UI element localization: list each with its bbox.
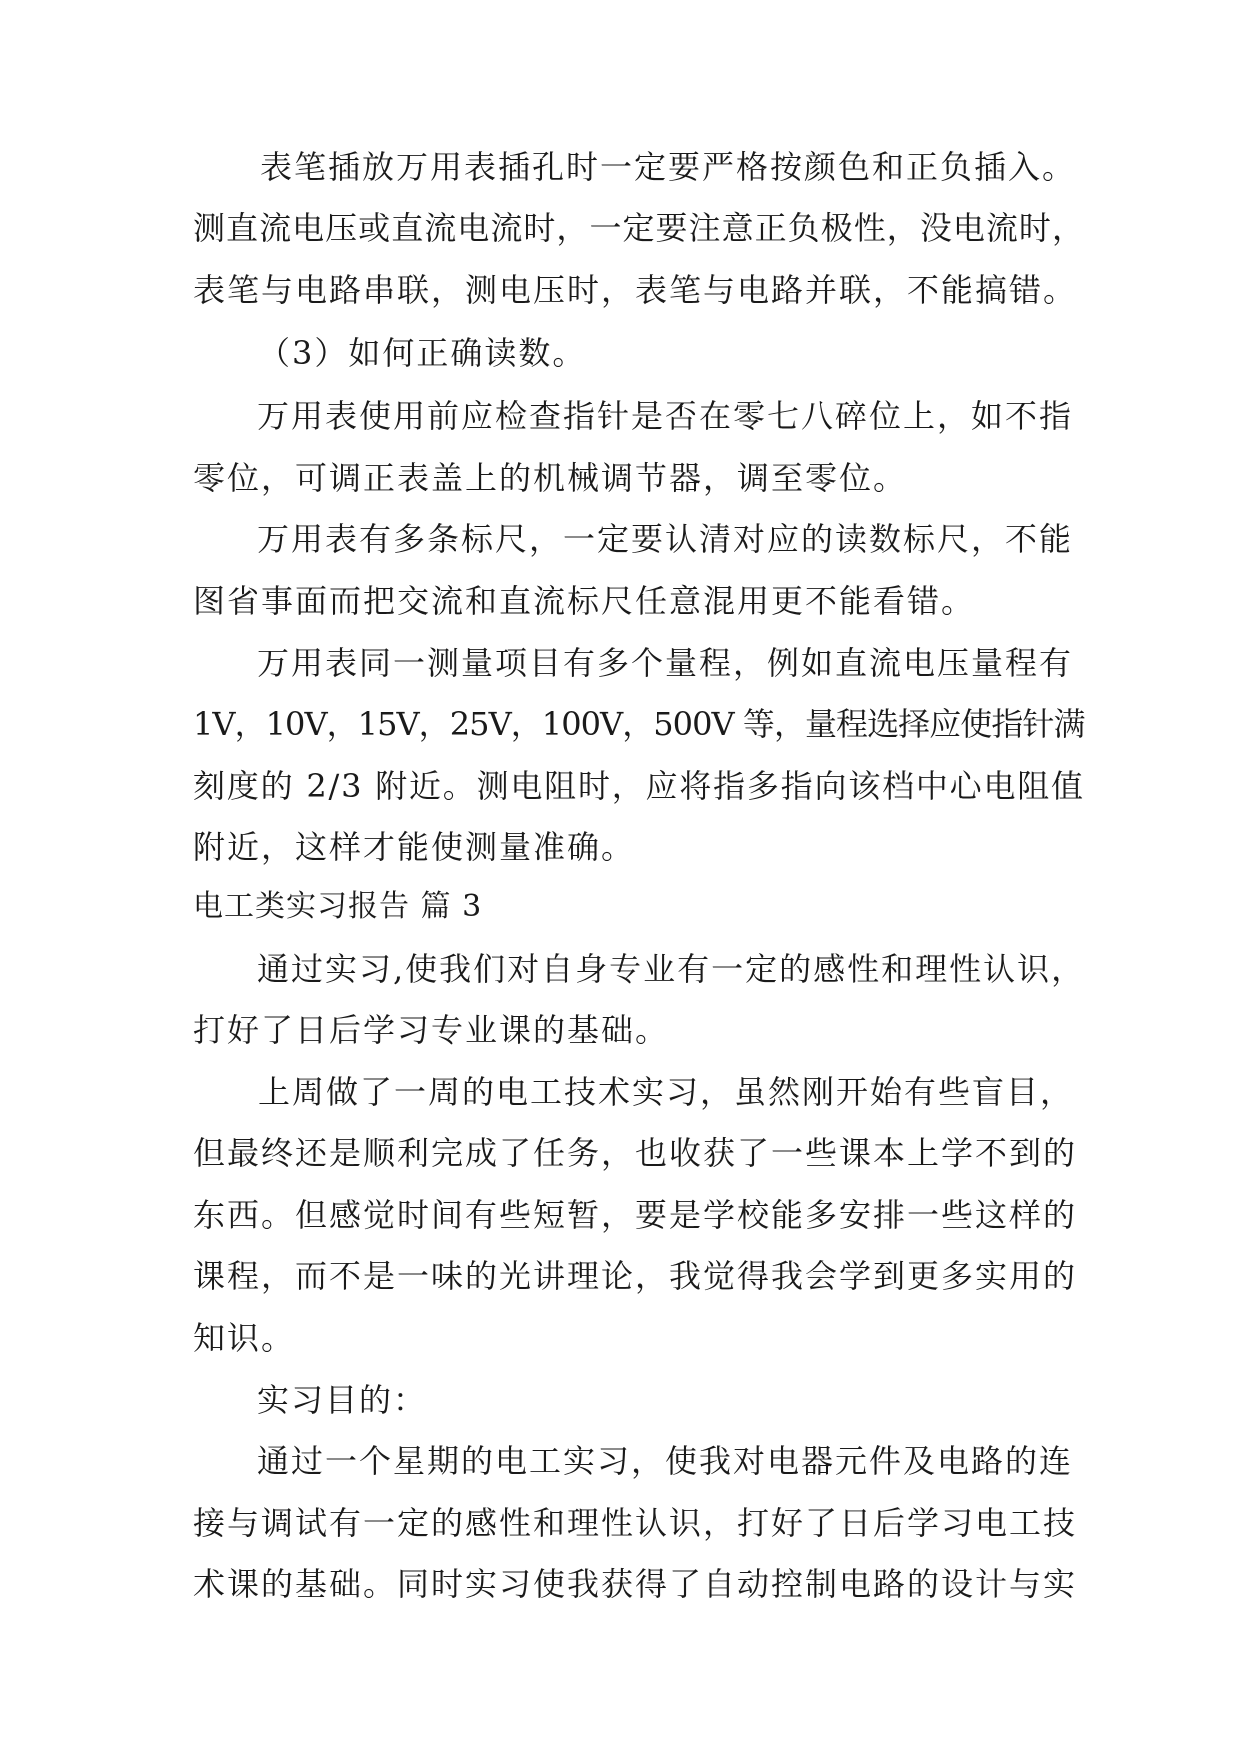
text-line: 打好了日后学习专业课的基础。 [193,1011,670,1049]
text-line: 上周做了一周的电工技术实习，虽然刚开始有些盲目， [258,1073,1075,1111]
section-heading: 电工类实习报告 篇 3 [193,889,483,924]
text-line: 刻度的 2/3 附近。测电阻时，应将指多指向该档中心电阻值 [193,767,1085,805]
text-line: 零位，可调正表盖上的机械调节器，调至零位。 [193,459,908,497]
text-line: 但最终还是顺利完成了任务，也收获了一些课本上学不到的 [193,1134,1078,1172]
text-line: 万用表有多条标尺，一定要认清对应的读数标尺，不能 [257,520,1074,558]
text-line: （3）如何正确读数。 [258,334,587,372]
text-line: 万用表同一测量项目有多个量程，例如直流电压量程有 [257,644,1074,682]
text-line: 课程，而不是一味的光讲理论，我觉得我会学到更多实用的 [193,1257,1078,1295]
text-line: 术课的基础。同时实习使我获得了自动控制电路的设计与实 [193,1565,1078,1603]
text-line: 通过一个星期的电工实习，使我对电器元件及电路的连 [257,1442,1074,1480]
text-line: 东西。但感觉时间有些短暂，要是学校能多安排一些这样的 [193,1196,1078,1234]
text-line: 实习目的： [257,1381,428,1419]
text-line: 通过实习,使我们对自身专业有一定的感性和理性认识， [257,950,1086,988]
text-line: 附近，这样才能使测量准确。 [193,828,636,866]
text-line: 测直流电压或直流电流时，一定要注意正负极性，没电流时， [193,209,1086,247]
text-line: 接与调试有一定的感性和理性认识，打好了日后学习电工技 [193,1504,1078,1542]
text-line: 图省事面而把交流和直流标尺任意混用更不能看错。 [193,582,976,620]
text-line: 知识。 [193,1319,296,1357]
text-line: 表笔插放万用表插孔时一定要严格按颜色和正负插入。 [260,148,1077,186]
text-line: 1V，10V，15V，25V，100V，500V 等，量程选择应使指针满 [193,705,1085,743]
text-line: 万用表使用前应检查指针是否在零七八碎位上，如不指 [257,397,1074,435]
text-line: 表笔与电路串联，测电压时，表笔与电路并联，不能搞错。 [193,271,1078,309]
